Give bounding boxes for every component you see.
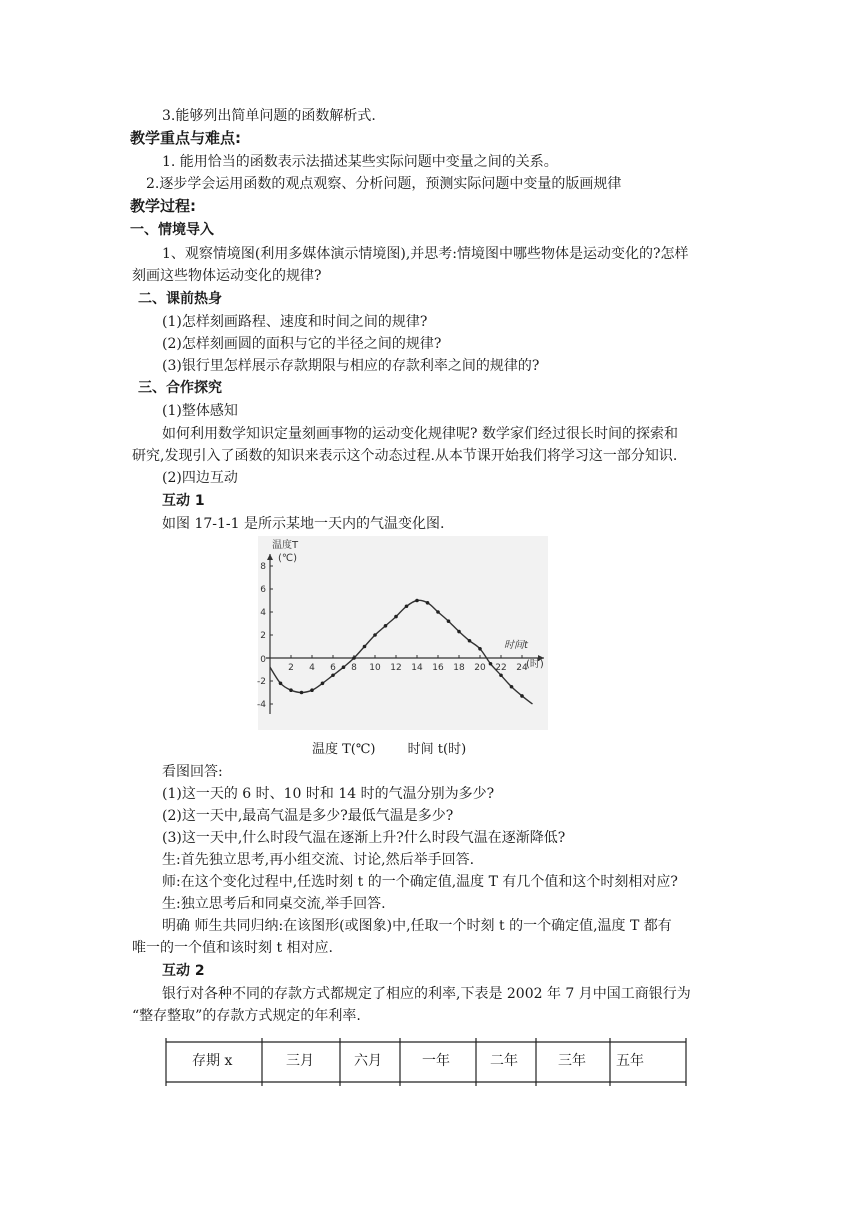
chart-x-tick-label: 20 (474, 663, 486, 673)
table-header-6-months: 六月 (354, 1053, 382, 1069)
table-header-5-years: 五年 (616, 1053, 644, 1069)
temperature-series-line (270, 600, 533, 704)
chart-x-tick-label: 10 (369, 663, 381, 673)
warmup-q2: (2)怎样刻画圆的面积与它的半径之间的规律? (162, 336, 442, 352)
objective-3: 3.能够列出简单问题的函数解析式. (162, 108, 376, 124)
chart-data-point (384, 624, 388, 628)
section-1-heading: 一、情境导入 (130, 222, 214, 238)
key-point-1: 1. 能用恰当的函数表示法描述某些实际问题中变量之间的关系。 (162, 154, 558, 170)
section-1-para-1: 1、观察情境图(利用多媒体演示情境图),并思考:情境图中哪些物体是运动变化的?怎样 (162, 246, 689, 262)
chart-y-tick-label: 2 (260, 631, 266, 641)
chart-data-point (279, 682, 283, 686)
chart-data-point (289, 688, 293, 692)
chart-y-tick-label: 4 (260, 608, 266, 618)
table-header-1-year: 一年 (422, 1053, 450, 1069)
chart-data-point (457, 630, 461, 634)
chart-data-point (394, 615, 398, 619)
process-heading: 教学过程: (130, 197, 196, 215)
chart-data-point (331, 673, 335, 677)
interaction-1-ask: 看图回答: (162, 764, 223, 780)
chart-x-tick-label: 22 (495, 663, 507, 673)
chart-data-point (426, 601, 430, 605)
chart-x-tick-label: 8 (351, 663, 357, 673)
interaction-1-q2: (2)这一天中,最高气温是多少?最低气温是多少? (162, 808, 454, 824)
chart-data-point (405, 604, 409, 608)
chart-y-axis-label: 温度T (272, 540, 299, 551)
chart-data-point (447, 619, 451, 623)
sub-1-para-2: 研究,发现引入了函数的知识来表示这个动态过程.从本节课开始我们将学习这一部分知识. (132, 448, 678, 464)
interaction-1-q3: (3)这一天中,什么时段气温在逐渐上升?什么时段气温在逐渐降低? (162, 830, 566, 846)
chart-x-tick-label: 2 (288, 663, 294, 673)
table-header-3-years: 三年 (558, 1053, 586, 1069)
sub-2-title: (2)四边互动 (162, 470, 238, 486)
interaction-1-conclusion-1: 明确 师生共同归纳:在该图形(或图象)中,任取一个时刻 t 的一个确定值,温度 T 都有 (162, 918, 672, 934)
chart-data-point (363, 645, 367, 649)
chart-data-point (468, 639, 472, 643)
chart-data-point (510, 685, 514, 689)
chart-data-point (310, 688, 314, 692)
temperature-chart (258, 536, 548, 730)
caption-time: 时间 t(时) (407, 742, 467, 757)
section-2-heading: 二、课前热身 (138, 291, 222, 307)
table-header-3-months: 三月 (286, 1053, 314, 1069)
chart-y-axis-arrow (267, 554, 273, 560)
chart-x-tick-label: 14 (411, 663, 423, 673)
caption-temperature: 温度 T(℃) (312, 742, 376, 757)
warmup-q1: (1)怎样刻画路程、速度和时间之间的规律? (162, 314, 428, 330)
chart-x-tick-label: 24 (516, 663, 528, 673)
chart-data-point (415, 599, 419, 603)
chart-data-point (436, 610, 440, 614)
chart-x-axis-label: 时间t (504, 640, 528, 651)
chart-x-tick-label: 12 (390, 663, 402, 673)
chart-y-axis-unit: (℃) (278, 553, 298, 564)
interaction-2-para-1: 银行对各种不同的存款方式都规定了相应的利率,下表是 2002 年 7 月中国工商银行为 (162, 986, 691, 1002)
sub-1-para-1: 如何利用数学知识定量刻画事物的运动变化规律呢? 数学家们经过很长时间的探索和 (162, 426, 678, 442)
interest-rate-table (164, 1038, 690, 1090)
interaction-2-title: 互动 2 (162, 963, 205, 979)
interaction-1-intro: 如图 17-1-1 是所示某地一天内的气温变化图. (162, 516, 445, 532)
interaction-1-teacher: 师:在这个变化过程中,任选时刻 t 的一个确定值,温度 T 有几个值和这个时刻相对应? (162, 874, 678, 890)
chart-y-tick-label: -4 (257, 700, 266, 710)
chart-x-tick-label: 16 (432, 663, 444, 673)
chart-x-axis-unit: (时) (526, 659, 544, 670)
key-point-2: 2.逐步学会运用函数的观点观察、分析问题，预测实际问题中变量的版画规律 (146, 176, 622, 192)
chart-y-tick-label: 8 (260, 562, 266, 572)
interaction-1-student-1: 生:首先独立思考,再小组交流、讨论,然后举手回答. (162, 852, 475, 868)
chart-x-tick-label: 18 (453, 663, 465, 673)
table-header-2-years: 二年 (490, 1053, 518, 1069)
table-header-term: 存期 x (192, 1053, 233, 1069)
key-points-heading: 教学重点与难点: (130, 129, 241, 147)
chart-data-point (321, 682, 325, 686)
chart-caption (312, 738, 466, 757)
warmup-q3: (3)银行里怎样展示存款期限与相应的存款利率之间的规律的? (162, 358, 540, 374)
chart-data-point (478, 647, 482, 651)
chart-data-point (520, 694, 524, 698)
sub-1-title: (1)整体感知 (162, 403, 238, 419)
chart-y-tick-label: -2 (257, 677, 266, 687)
chart-data-point (499, 673, 503, 677)
chart-data-point (300, 691, 304, 695)
chart-data-point (342, 665, 346, 669)
interaction-2-para-2: “整存整取”的存款方式规定的年利率. (132, 1008, 361, 1024)
interaction-1-conclusion-2: 唯一的一个值和该时刻 t 相对应. (132, 940, 333, 956)
interaction-1-title: 互动 1 (162, 493, 205, 509)
interaction-1-student-2: 生:独立思考后和同桌交流,举手回答. (162, 896, 386, 912)
interaction-1-q1: (1)这一天的 6 时、10 时和 14 时的气温分别为多少? (162, 786, 495, 802)
chart-data-point (373, 633, 377, 637)
chart-y-tick-label: 0 (260, 655, 266, 665)
chart-x-tick-label: 6 (330, 663, 336, 673)
chart-data-point (352, 656, 356, 660)
chart-x-tick-label: 4 (309, 663, 315, 673)
section-3-heading: 三、合作探究 (138, 380, 222, 396)
chart-y-tick-label: 6 (260, 585, 266, 595)
chart-data-point (489, 662, 493, 666)
section-1-para-2: 刻画这些物体运动变化的规律? (132, 268, 322, 284)
